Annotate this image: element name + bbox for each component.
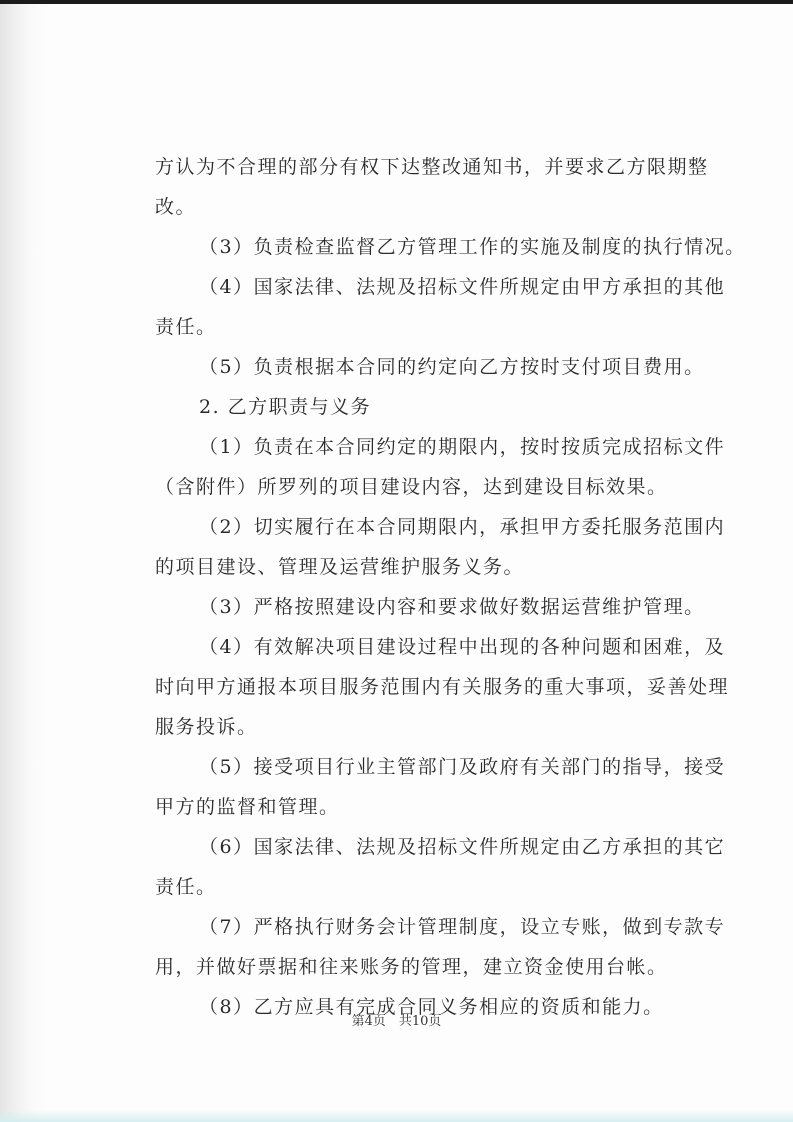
clause-b5: （5）接受项目行业主管部门及政府有关部门的指导，接受 bbox=[199, 756, 726, 778]
scan-top-edge bbox=[0, 0, 793, 4]
scan-bottom-edge bbox=[0, 1110, 793, 1122]
section-heading: 2. 乙方职责与义务 bbox=[199, 396, 372, 418]
text-line: 改。 bbox=[155, 196, 197, 218]
text-line: 责任。 bbox=[155, 876, 217, 898]
text-line: 甲方的监督和管理。 bbox=[155, 796, 340, 818]
text-line: 服务投诉。 bbox=[155, 716, 258, 738]
clause-a4: （4）国家法律、法规及招标文件所规定由甲方承担的其他 bbox=[199, 276, 726, 298]
clause-b2: （2）切实履行在本合同期限内，承担甲方委托服务范围内 bbox=[199, 516, 726, 538]
clause-b1: （1）负责在本合同约定的期限内，按时按质完成招标文件 bbox=[199, 436, 726, 458]
clause-b3: （3）严格按照建设内容和要求做好数据运营维护管理。 bbox=[199, 596, 705, 618]
text-line: 用，并做好票据和往来账务的管理，建立资金使用台帐。 bbox=[155, 956, 668, 978]
clause-b6: （6）国家法律、法规及招标文件所规定由乙方承担的其它 bbox=[199, 836, 726, 858]
clause-b8: （8）乙方应具有完成合同义务相应的资质和能力。 bbox=[199, 996, 664, 1018]
clause-b4: （4）有效解决项目建设过程中出现的各种问题和困难，及 bbox=[199, 636, 726, 658]
text-line: 方认为不合理的部分有权下达整改通知书，并要求乙方限期整 bbox=[155, 156, 709, 178]
text-line: 时向甲方通报本项目服务范围内有关服务的重大事项，妥善处理 bbox=[155, 676, 730, 698]
clause-a5: （5）负责根据本合同的约定向乙方按时支付项目费用。 bbox=[199, 356, 705, 378]
text-line: 的项目建设、管理及运营维护服务义务。 bbox=[155, 556, 525, 578]
body-text bbox=[155, 147, 746, 1027]
text-line: 责任。 bbox=[155, 316, 217, 338]
text-line: （含附件）所罗列的项目建设内容，达到建设目标效果。 bbox=[155, 476, 668, 498]
clause-a3: （3）负责检查监督乙方管理工作的实施及制度的执行情况。 bbox=[199, 236, 746, 258]
page-number: 第4页 共10页 bbox=[351, 1014, 442, 1029]
scan-left-shadow bbox=[0, 4, 46, 1122]
clause-b7: （7）严格执行财务会计管理制度，设立专账，做到专款专 bbox=[199, 916, 726, 938]
